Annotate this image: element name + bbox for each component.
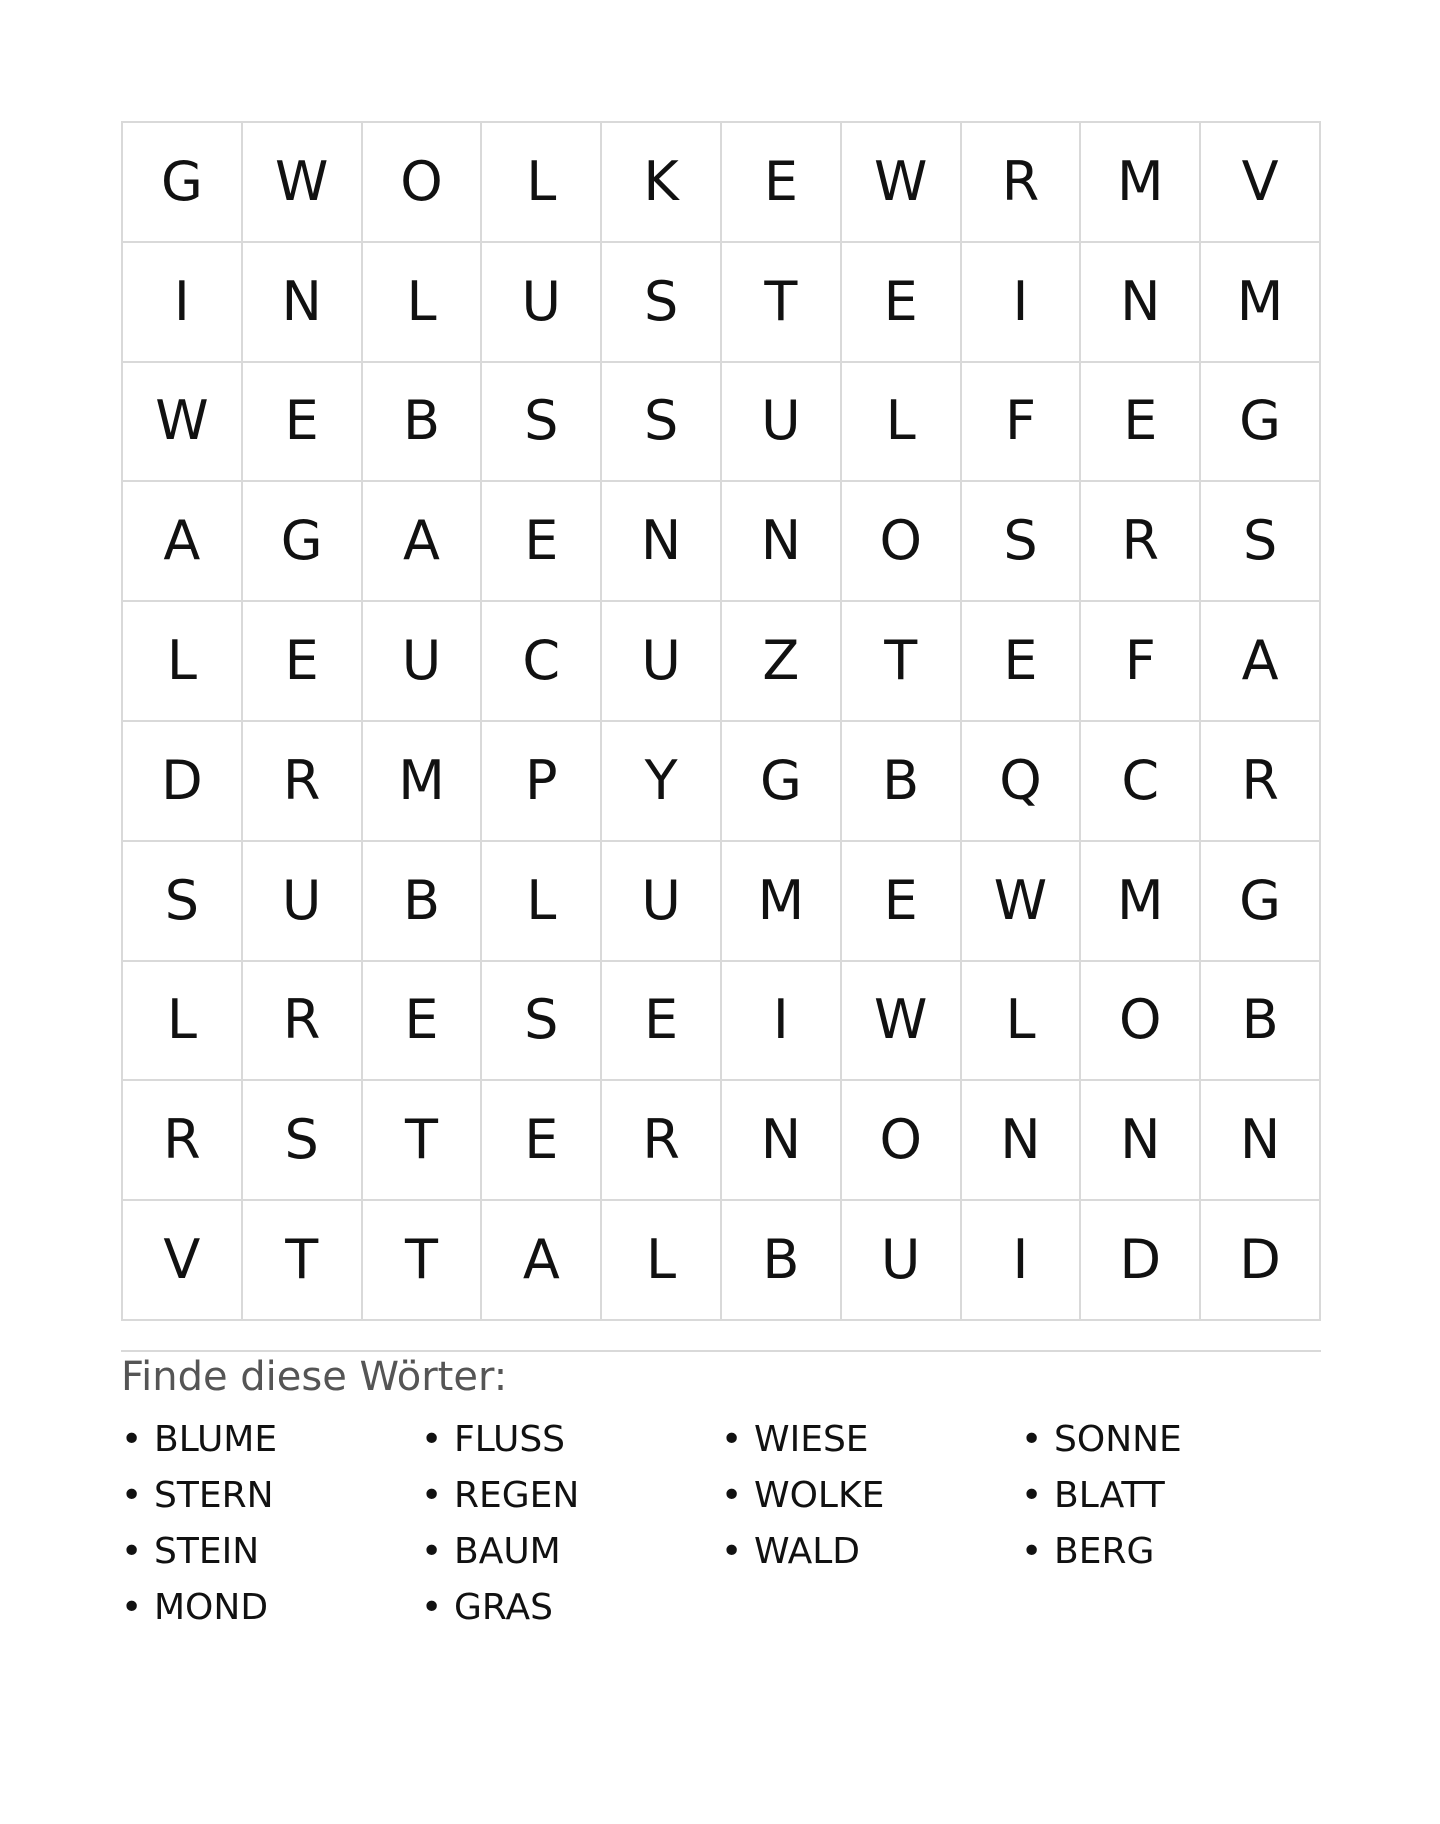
grid-cell[interactable]: S (1201, 482, 1321, 602)
grid-cell[interactable]: E (722, 123, 842, 243)
grid-cell[interactable]: M (1081, 842, 1201, 962)
bullet-icon: • (121, 1475, 143, 1516)
bullet-icon: • (421, 1419, 443, 1460)
word-list-item (121, 1580, 421, 1636)
word-list-item (421, 1412, 721, 1468)
grid-cell[interactable]: N (722, 482, 842, 602)
word-list-item (721, 1524, 1021, 1580)
grid-cell[interactable]: W (123, 363, 243, 483)
grid-cell[interactable]: G (1201, 842, 1321, 962)
letter-grid (121, 121, 1321, 1321)
grid-cell[interactable]: A (363, 482, 483, 602)
grid-cell[interactable]: B (363, 363, 483, 483)
grid-cell[interactable]: V (123, 1201, 243, 1321)
grid-cell[interactable]: N (602, 482, 722, 602)
grid-cell[interactable]: V (1201, 123, 1321, 243)
word-list-item (121, 1412, 421, 1468)
grid-cell[interactable]: Y (602, 722, 722, 842)
grid-cell[interactable]: W (842, 962, 962, 1082)
grid-cell[interactable]: I (722, 962, 842, 1082)
word-list-item (421, 1524, 721, 1580)
word-list-item (1021, 1412, 1321, 1468)
grid-cell[interactable]: E (602, 962, 722, 1082)
grid-cell[interactable]: R (962, 123, 1082, 243)
grid-cell[interactable]: G (722, 722, 842, 842)
grid-cell[interactable]: T (722, 243, 842, 363)
grid-cell[interactable]: R (1081, 482, 1201, 602)
grid-cell[interactable]: E (482, 1081, 602, 1201)
grid-cell[interactable]: U (363, 602, 483, 722)
word-label: FLUSS (454, 1419, 566, 1460)
word-list-item (121, 1524, 421, 1580)
bullet-icon: • (121, 1531, 143, 1572)
word-list (121, 1412, 1321, 1636)
grid-cell[interactable]: N (243, 243, 363, 363)
word-label: BAUM (454, 1531, 561, 1572)
grid-cell[interactable]: W (962, 842, 1082, 962)
grid-cell[interactable]: K (602, 123, 722, 243)
bullet-icon: • (721, 1475, 743, 1516)
grid-cell[interactable]: B (363, 842, 483, 962)
grid-cell[interactable]: O (842, 1081, 962, 1201)
grid-cell[interactable]: L (482, 123, 602, 243)
grid-cell[interactable]: T (363, 1201, 483, 1321)
grid-cell[interactable]: E (482, 482, 602, 602)
grid-cell[interactable]: U (842, 1201, 962, 1321)
grid-cell[interactable]: E (243, 602, 363, 722)
grid-cell[interactable]: O (1081, 962, 1201, 1082)
grid-cell[interactable]: I (123, 243, 243, 363)
bullet-icon: • (421, 1475, 443, 1516)
grid-cell[interactable]: S (962, 482, 1082, 602)
grid-cell[interactable]: M (1081, 123, 1201, 243)
grid-cell[interactable]: F (962, 363, 1082, 483)
grid-cell[interactable]: B (842, 722, 962, 842)
word-list-item (1021, 1524, 1321, 1580)
bullet-icon: • (121, 1419, 143, 1460)
grid-cell[interactable]: U (722, 363, 842, 483)
grid-cell[interactable]: A (482, 1201, 602, 1321)
grid-cell[interactable]: N (1081, 243, 1201, 363)
grid-cell[interactable]: L (363, 243, 483, 363)
grid-cell[interactable]: T (363, 1081, 483, 1201)
grid-cell[interactable]: G (123, 123, 243, 243)
word-list-item (721, 1468, 1021, 1524)
bullet-icon: • (721, 1419, 743, 1460)
word-label: BERG (1054, 1531, 1155, 1572)
word-list-title: Finde diese Wörter: (121, 1354, 508, 1400)
grid-cell[interactable]: R (1201, 722, 1321, 842)
grid-cell[interactable]: N (1081, 1081, 1201, 1201)
grid-cell[interactable]: M (363, 722, 483, 842)
grid-cell[interactable]: E (842, 842, 962, 962)
grid-cell[interactable]: R (243, 962, 363, 1082)
word-label: GRAS (454, 1587, 553, 1628)
grid-cell[interactable]: E (962, 602, 1082, 722)
grid-cell[interactable]: A (1201, 602, 1321, 722)
grid-cell[interactable]: P (482, 722, 602, 842)
grid-cell[interactable]: L (123, 962, 243, 1082)
grid-cell[interactable]: G (243, 482, 363, 602)
grid-cell[interactable]: U (602, 602, 722, 722)
word-label: MOND (154, 1587, 269, 1628)
grid-cell[interactable]: T (243, 1201, 363, 1321)
grid-cell[interactable]: W (243, 123, 363, 243)
word-label: STEIN (154, 1531, 260, 1572)
grid-cell[interactable]: D (1201, 1201, 1321, 1321)
bullet-icon: • (721, 1531, 743, 1572)
word-list-item (421, 1580, 721, 1636)
grid-cell[interactable]: W (842, 123, 962, 243)
grid-cell[interactable]: F (1081, 602, 1201, 722)
grid-cell[interactable]: D (123, 722, 243, 842)
grid-cell[interactable]: O (842, 482, 962, 602)
bullet-icon: • (121, 1587, 143, 1628)
grid-cell[interactable]: R (123, 1081, 243, 1201)
word-label: WIESE (754, 1419, 869, 1460)
word-label: WALD (754, 1531, 861, 1572)
bullet-icon: • (1021, 1475, 1043, 1516)
grid-cell[interactable]: N (722, 1081, 842, 1201)
grid-cell[interactable]: B (1201, 962, 1321, 1082)
grid-cell[interactable]: C (482, 602, 602, 722)
grid-cell[interactable]: O (363, 123, 483, 243)
grid-cell[interactable]: L (123, 602, 243, 722)
grid-cell[interactable]: B (722, 1201, 842, 1321)
grid-cell[interactable]: T (842, 602, 962, 722)
word-list-item (721, 1412, 1021, 1468)
grid-cell[interactable]: S (243, 1081, 363, 1201)
grid-cell[interactable]: U (602, 842, 722, 962)
grid-cell[interactable]: E (842, 243, 962, 363)
grid-cell[interactable]: N (1201, 1081, 1321, 1201)
word-label: BLATT (1054, 1475, 1165, 1516)
word-list-item (121, 1468, 421, 1524)
bullet-icon: • (1021, 1419, 1043, 1460)
word-list-item (1021, 1468, 1321, 1524)
grid-cell[interactable]: E (363, 962, 483, 1082)
grid-cell[interactable]: I (962, 243, 1082, 363)
grid-cell[interactable]: L (842, 363, 962, 483)
grid-cell[interactable]: Z (722, 602, 842, 722)
grid-cell[interactable]: A (123, 482, 243, 602)
word-label: BLUME (154, 1419, 278, 1460)
grid-cell[interactable]: S (602, 363, 722, 483)
bullet-icon: • (421, 1531, 443, 1572)
grid-cell[interactable]: Q (962, 722, 1082, 842)
word-label: REGEN (454, 1475, 580, 1516)
grid-cell[interactable]: C (1081, 722, 1201, 842)
grid-cell[interactable]: L (602, 1201, 722, 1321)
grid-cell[interactable]: M (1201, 243, 1321, 363)
grid-cell[interactable]: S (482, 962, 602, 1082)
grid-cell[interactable]: S (123, 842, 243, 962)
grid-cell[interactable]: R (243, 722, 363, 842)
grid-cell[interactable]: S (482, 363, 602, 483)
bullet-icon: • (1021, 1531, 1043, 1572)
grid-cell[interactable]: G (1201, 363, 1321, 483)
grid-cell[interactable]: D (1081, 1201, 1201, 1321)
grid-cell[interactable]: I (962, 1201, 1082, 1321)
word-label: WOLKE (754, 1475, 885, 1516)
grid-cell[interactable]: S (602, 243, 722, 363)
grid-cell[interactable]: R (602, 1081, 722, 1201)
word-label: STERN (154, 1475, 274, 1516)
grid-cell[interactable]: L (482, 842, 602, 962)
grid-cell[interactable]: U (243, 842, 363, 962)
grid-cell[interactable]: M (722, 842, 842, 962)
bullet-icon: • (421, 1587, 443, 1628)
grid-cell[interactable]: L (962, 962, 1082, 1082)
word-list-item (421, 1468, 721, 1524)
grid-cell[interactable]: E (1081, 363, 1201, 483)
grid-cell[interactable]: E (243, 363, 363, 483)
word-label: SONNE (1054, 1419, 1182, 1460)
grid-cell[interactable]: U (482, 243, 602, 363)
grid-cell[interactable]: N (962, 1081, 1082, 1201)
